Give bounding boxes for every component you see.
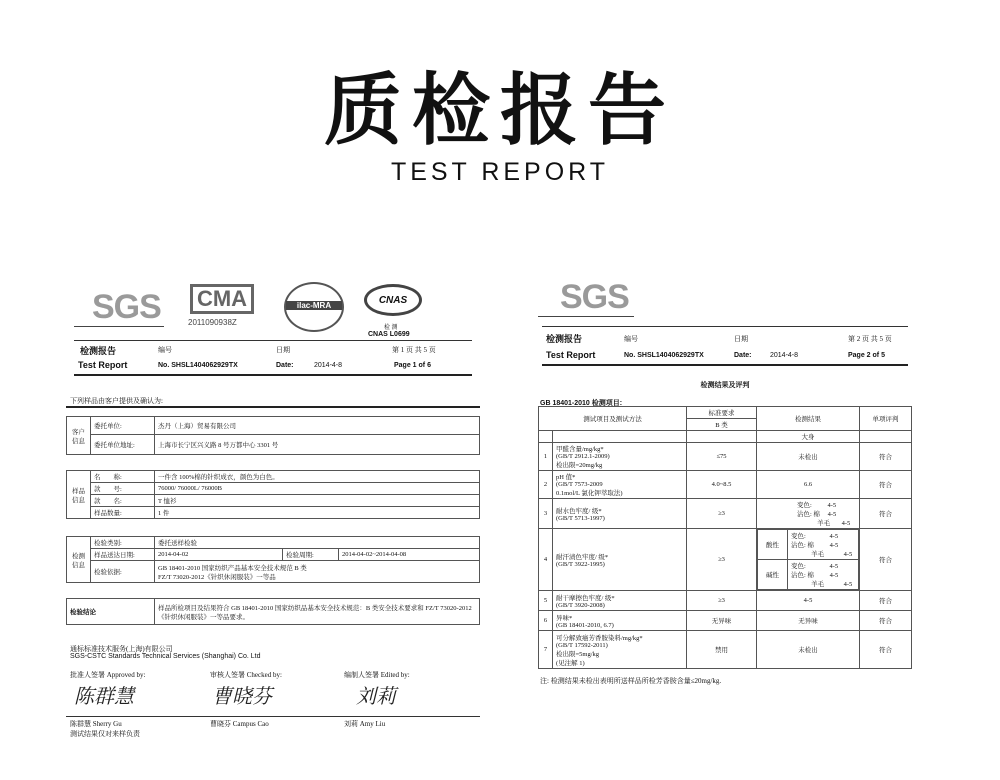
table-row [539,499,912,529]
edited-label: 编制人签署 Edited by: [344,671,410,679]
cnas-number: CNAS L0699 [368,331,410,338]
date-label-en: Date: [734,352,752,359]
sample-info-table [66,470,480,519]
alkali-wool-value: 4-5 [843,581,853,588]
row-item-line: 甲醛含量/mg/kg* [556,446,604,453]
report-page-2 [538,278,912,698]
row-number: 6 [539,611,553,631]
cnas-sub: 检 测 [384,325,398,331]
number-label-cn: 编号 [624,335,638,343]
alkali-cotton-label: 沾色: 棉 [791,572,814,579]
table-row [539,611,912,631]
row-item-line: 检出限=20mg/kg [556,462,603,469]
staining-cotton-label: 沾色: 棉 [797,511,820,518]
row-item-line: 耐干摩擦色牢度/ 级* [556,594,615,602]
row-number: 5 [539,591,553,611]
sgs-logo: SGS [560,278,629,316]
gb-standard-title: GB 18401-2010 检测项目: [540,400,623,407]
page-label-cn: 第 1 页 共 5 页 [392,346,436,354]
report-number: No. SHSL1404062929TX [624,352,704,359]
sample-type: T 恤衫 [155,495,480,507]
report-label-cn: 检测报告 [80,346,117,356]
report-date: 2014-4-8 [770,352,799,359]
row-number: 3 [539,499,553,529]
report-label-en: Test Report [546,350,596,360]
number-label-cn: 编号 [158,346,172,354]
conclusion-table [66,598,480,625]
qty-label: 样品数量: [91,507,155,519]
approver-name: 陈群慧 Sherry Gu [70,720,122,728]
header-result: 检测结果 [757,407,860,431]
signature-checked: 曹晓芬 [212,684,272,708]
row-item-line: 耐水色牢度/ 级* [556,507,602,515]
client-group-label: 客户信息 [67,417,91,455]
table-row [539,443,912,471]
style-label: 款 号: [91,483,155,495]
row-verdict: 符合 [860,471,912,499]
row-item-line: (GB 18401-2010, 6.7) [556,621,614,629]
row-item-line: 异味* [556,614,573,622]
date-label-en: Date: [276,362,294,369]
company-name-en: SGS-CSTC Standards Technical Services (Shanghai) Co. Ltd [70,653,261,660]
alkali-change-label: 变色: [791,563,806,570]
divider [542,326,908,327]
staining-wool-value: 4-5 [841,520,851,527]
page-label-cn: 第 2 页 共 5 页 [848,335,892,343]
date-label-cn: 日期 [734,335,748,343]
sample-qty: 1 件 [155,507,480,519]
client-addr: 上海市长宁区兴义路 8 号万都中心 3301 号 [155,435,480,455]
alkali-wool-label: 羊毛 [811,581,824,588]
page-number: Page 2 of 5 [848,352,885,359]
basis-label: 检验依据: [91,561,155,583]
row-item-line: pH 值* [556,474,576,481]
table-row [539,529,912,591]
report-label-en: Test Report [78,360,128,370]
report-number: No. SHSL1404062929TX [158,362,238,369]
row-verdict: 符合 [860,631,912,669]
perspiration-results [757,529,859,590]
header-std-class: B 类 [687,419,757,431]
type-label: 款 名: [91,495,155,507]
client-info-table [66,416,480,455]
cnas-logo [364,284,422,316]
conclusion-text: 样品所检项目及结果符合 GB 18401-2010 国家纺织品基本安全技术规范：B 类安全技术要求和 FZ/T 73020-2012《针织休闲服装》一等品要求。 [155,599,480,625]
company-name-cn: 通标标准技术服务(上海)有限公司 [70,645,173,653]
acid-cotton-label: 沾色: 棉 [791,542,814,549]
sgs-logo-line [74,326,164,327]
row-item-line: (见注解 1) [556,659,585,667]
cnas-text: CNAS [378,295,408,306]
conclusion-label: 检验结论 [67,599,155,625]
acid-wool-value: 4-5 [843,551,853,558]
receive-date: 2014-04-02 [155,549,283,561]
signature-edited: 刘莉 [356,684,396,708]
sample-group-label: 样品信息 [67,471,91,519]
acid-change-label: 变色: [791,533,806,540]
results-table [538,406,912,669]
row-verdict: 符合 [860,499,912,529]
alkali-change-value: 4-5 [829,563,839,570]
acid-change-value: 4-5 [829,533,839,540]
row-item-line: (GB/T 17592-2011) [556,641,608,649]
test-info-table [66,536,480,583]
page-title: 质检报告 [323,66,676,156]
row-result: 无异味 [757,611,860,631]
row-item-line: (GB/T 3922-1995) [556,560,605,568]
report-page-1 [66,278,480,748]
row-result: 4-5 [757,591,860,611]
acid-label: 酸性 [758,530,788,560]
divider-thick [542,364,908,366]
header-verdict: 单项评判 [860,407,912,431]
date-label-cn: 日期 [276,346,290,354]
divider-thick [74,374,472,376]
header-body: 大身 [757,431,860,443]
colorfastness-label: 变色: [797,502,812,509]
row-number: 2 [539,471,553,499]
row-std: 4.0~8.5 [687,471,757,499]
intro-text: 下列样品由客户提供及确认为: [70,397,163,405]
receive-date-label: 样品送达日期: [91,549,155,561]
basis-standard-1: GB 18401-2010 国家纺织产品基本安全技术规范 B 类 [158,564,307,572]
divider [74,340,472,341]
table-row [539,471,912,499]
approved-label: 批准人签署 Approved by: [70,671,146,679]
cma-logo: CMA [190,284,254,314]
test-period: 2014-04-02~2014-04-08 [339,549,480,561]
colorfastness-value: 4-5 [827,502,837,509]
test-category: 委托送样检验 [155,537,480,549]
row-number: 7 [539,631,553,669]
row-item-line: 检出限=5mg/kg [556,650,600,658]
row-verdict: 符合 [860,443,912,471]
row-result: 未检出 [757,631,860,669]
table-row [539,631,912,669]
row-item-line: 可分解致癌芳香胺染料/mg/kg* [556,634,643,642]
staining-wool-label: 羊毛 [817,520,830,527]
basis-standard-2: FZ/T 73020-2012《针织休闲服装》一等品 [158,573,276,581]
header-std: 标准要求 [687,407,757,419]
row-std: ≤75 [687,443,757,471]
row-item-line: (GB/T 5713-1997) [556,514,605,522]
style-number: 76000/ 76000L/ 76000B [155,483,480,495]
table-row [539,591,912,611]
row-std: ≥3 [687,591,757,611]
client-name-label: 委托单位: [91,417,155,435]
staining-cotton-value: 4-5 [827,511,837,518]
row-std: 禁用 [687,631,757,669]
acid-cotton-value: 4-5 [829,542,839,549]
sample-name: 一件含 100%棉的针织成衣，颜色为白色。 [155,471,480,483]
client-addr-label: 委托单位地址: [91,435,155,455]
results-note: 注: 检测结果未检出表明所送样品所检芳香胺含量≤20mg/kg. [540,677,722,685]
row-number: 1 [539,443,553,471]
alkali-cotton-value: 4-5 [829,572,839,579]
results-title: 检测结果及评判 [700,381,750,389]
page-subtitle: TEST REPORT [390,158,610,186]
row-item-line: (GB/T 2912.1-2009) [556,453,610,460]
row-result: 6.6 [757,471,860,499]
row-verdict: 符合 [860,611,912,631]
divider [66,716,480,717]
alkali-label: 碱性 [758,560,788,590]
row-result: 未检出 [757,443,860,471]
row-number: 4 [539,529,553,591]
test-group-label: 检测信息 [67,537,91,583]
client-name: 杰丹（上海）贸易有限公司 [155,417,480,435]
checker-name: 曹晓芬 Campus Cao [210,720,269,728]
row-item-line: (GB/T 7573-2009 [556,481,603,488]
row-std: 无异味 [687,611,757,631]
report-label-cn: 检测报告 [546,334,583,344]
period-label: 检验周期: [283,549,339,561]
page-number: Page 1 of 6 [394,362,431,369]
row-item-line: 耐汗渍色牢度/ 级* [556,553,609,561]
row-verdict: 符合 [860,529,912,591]
sgs-logo: SGS [92,288,161,326]
category-label: 检验类别: [91,537,155,549]
divider-thick [66,406,480,408]
editor-name: 刘莉 Amy Liu [344,720,386,728]
row-item-line: (GB/T 3920-2008) [556,601,605,609]
row-item-line: 0.1mol/L 氯化钾萃取法) [556,490,623,497]
signature-approved: 陈群慧 [74,684,134,708]
header-item: 测试项目及测试方法 [539,407,687,431]
ilac-text: ilac-MRA [286,301,342,310]
acid-wool-label: 羊毛 [811,551,824,558]
row-verdict: 符合 [860,591,912,611]
sample-name-label: 名 称: [91,471,155,483]
footer-note: 测试结果仅对来样负责 [70,730,140,738]
cma-number: 2011090938Z [188,318,237,327]
checked-label: 审核人签署 Checked by: [210,671,282,679]
sgs-logo-line [538,316,634,317]
row-std: ≥3 [687,529,757,591]
ilac-logo [284,282,344,332]
report-date: 2014-4-8 [314,362,343,369]
row-std: ≥3 [687,499,757,529]
